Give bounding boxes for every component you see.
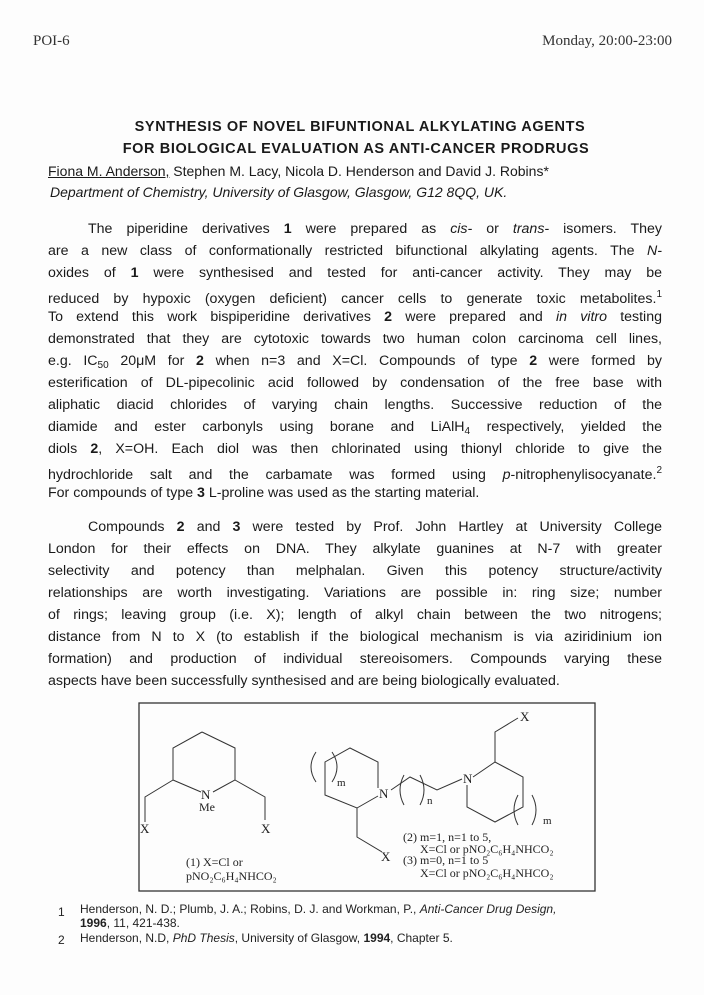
co-authors: Stephen M. Lacy, Nicola D. Henderson and David J. Robins* xyxy=(169,163,549,179)
label-compound-1-formula: pNO₂C₆H₄NHCO₂ xyxy=(186,869,277,883)
text-segment: were prepared and xyxy=(392,309,556,325)
text-segment: 1 xyxy=(656,289,662,300)
footnote-2 xyxy=(80,931,453,945)
footnote-number: 1 xyxy=(58,905,65,919)
text-line xyxy=(48,460,662,482)
atom-me: Me xyxy=(199,800,215,814)
text-segment: 2 xyxy=(90,441,99,457)
footnote-1 xyxy=(80,902,556,930)
footnote-year: 1994 xyxy=(363,931,391,945)
structure-1-bonds xyxy=(145,732,265,822)
footnote-number: 2 xyxy=(58,933,65,947)
text-segment: trans- xyxy=(512,221,550,237)
text-line xyxy=(48,372,662,394)
label-compound-2-x: X=Cl or pNO₂C₆H₄NHCO₂ xyxy=(420,842,554,856)
text-segment: L-proline was used as the starting material. xyxy=(204,485,480,501)
text-segment: were synthesised and tested for anti-cancer activity. They may be xyxy=(138,265,662,281)
text-segment: 4 xyxy=(464,426,471,437)
text-segment: , X=OH. Each diol was then chlorinated using thionyl chloride to give the xyxy=(98,441,662,457)
text-segment: N- xyxy=(647,243,662,259)
paragraph-2 xyxy=(48,516,662,692)
text-segment: 3 xyxy=(197,485,205,501)
text-line xyxy=(48,482,662,504)
text-line xyxy=(48,218,662,240)
text-segment: in vitro xyxy=(555,309,608,325)
text-segment: reduced by hypoxic (oxygen deficient) cancer cells to generate toxic metabolites. xyxy=(48,291,657,307)
subscript-m: m xyxy=(337,777,346,789)
text-segment: Compounds xyxy=(88,519,177,535)
title-line-2: FOR BIOLOGICAL EVALUATION AS ANTI-CANCER PRODRUGS xyxy=(122,141,590,157)
atom-x: X xyxy=(261,821,271,836)
text-line xyxy=(48,416,662,438)
text-line xyxy=(48,582,662,604)
text-segment: selectivity and potency than melphalan. Given this potency structure/activity xyxy=(48,563,662,579)
footnote-journal: Anti-Cancer Drug Design, xyxy=(419,902,557,916)
footnote-thesis: PhD Thesis xyxy=(172,931,235,945)
presenting-author: Fiona M. Anderson, xyxy=(48,163,170,179)
atom-x: X xyxy=(381,849,391,864)
text-segment: cis- xyxy=(450,221,473,237)
text-segment: 2 xyxy=(529,353,538,369)
structure-2-bonds xyxy=(311,718,536,852)
text-line xyxy=(48,262,662,284)
footnote-year: 1996 xyxy=(80,916,107,930)
text-segment: For compounds of type xyxy=(48,485,198,501)
label-compound-1: (1) X=Cl or xyxy=(186,855,243,869)
text-segment: oxides of xyxy=(48,265,131,281)
text-segment: To extend this work bispiperidine derivatives xyxy=(48,309,385,325)
text-segment: diamide and ester carbonyls using borane and LiAlH xyxy=(48,419,465,435)
text-segment: 2 xyxy=(656,465,662,476)
text-line xyxy=(48,306,662,328)
text-segment: were formed by xyxy=(537,353,663,369)
text-segment: -nitrophenylisocyanate. xyxy=(510,467,657,483)
text-segment: 2 xyxy=(176,519,185,535)
footnote-institution: , University of Glasgow, xyxy=(234,931,364,945)
text-segment: when n=3 and X=Cl. Compounds of type xyxy=(203,353,530,369)
text-line xyxy=(48,516,662,538)
text-segment: 50 xyxy=(97,360,109,371)
text-segment: 1 xyxy=(130,265,139,281)
session-code: POI-6 xyxy=(33,33,70,49)
text-segment: 2 xyxy=(384,309,393,325)
text-segment: respectively, yielded the xyxy=(470,419,662,435)
text-line xyxy=(48,284,662,306)
label-compound-2: (2) m=1, n=1 to 5, xyxy=(403,830,492,844)
atom-n: N xyxy=(201,787,211,802)
text-segment: p xyxy=(502,467,511,483)
affiliation: Department of Chemistry, University of Glasgow, Glasgow, G12 8QQ, UK. xyxy=(50,184,508,200)
text-segment: diols xyxy=(48,441,91,457)
text-line xyxy=(48,670,662,692)
text-line xyxy=(48,560,662,582)
text-segment: relationships are worth investigating. Variations are possible in: ring size; number xyxy=(48,585,662,601)
text-segment: testing xyxy=(607,309,662,325)
label-compound-3-x: X=Cl or pNO₂C₆H₄NHCO₂ xyxy=(420,866,554,880)
title-line-1: SYNTHESIS OF NOVEL BIFUNTIONAL ALKYLATING AGENTS xyxy=(134,119,586,135)
text-segment: e.g. IC xyxy=(48,353,98,369)
atom-n: N xyxy=(463,771,473,786)
text-line xyxy=(48,648,662,670)
figure-border xyxy=(139,703,595,891)
text-segment: 3 xyxy=(232,519,241,535)
text-line xyxy=(48,328,662,350)
subscript-n: n xyxy=(427,795,433,807)
text-segment: and xyxy=(184,519,233,535)
text-segment: The piperidine derivatives xyxy=(88,221,284,237)
atom-n: N xyxy=(379,786,389,801)
text-segment: 1 xyxy=(283,221,292,237)
text-segment: demonstrated that they are cytotoxic towards two human colon carcinoma cell lines, xyxy=(48,331,662,347)
text-segment: were tested by Prof. John Hartley at University College xyxy=(240,519,662,535)
paragraph-1 xyxy=(48,218,662,504)
subscript-m: m xyxy=(543,815,552,827)
text-line xyxy=(48,604,662,626)
text-segment: distance from N to X (to establish if the biological mechanism is via aziridinium ion xyxy=(48,629,662,645)
footnote-chapter: , Chapter 5. xyxy=(390,931,453,945)
authors xyxy=(48,163,549,179)
footnote-volume-pages: , 11, 421-438. xyxy=(106,916,180,930)
text-segment: hydrochloride salt and the carbamate was formed using xyxy=(48,467,503,483)
session-time: Monday, 20:00-23:00 xyxy=(542,33,672,49)
text-segment: isomers. They xyxy=(549,221,663,237)
footnote-authors: Henderson, N. D.; Plumb, J. A.; Robins, D. J. and Workman, P., xyxy=(80,902,420,916)
text-line xyxy=(48,438,662,460)
footnote-authors: Henderson, N.D, xyxy=(80,931,173,945)
text-segment: esterification of DL-pipecolinic acid followed by condensation of the free base with xyxy=(48,375,662,391)
text-segment: formation) and production of individual stereoisomers. Compounds varying these xyxy=(48,651,662,667)
text-line xyxy=(48,240,662,262)
text-segment: or xyxy=(472,221,513,237)
text-line xyxy=(48,538,662,560)
text-segment: London for their effects on DNA. They alkylate guanines at N-7 with greater xyxy=(48,541,662,557)
text-segment: of rings; leaving group (i.e. X); length of alkyl chain between the two nitrogens; xyxy=(48,607,662,623)
label-compound-3: (3) m=0, n=1 to 5 xyxy=(403,853,489,867)
text-line xyxy=(48,394,662,416)
text-segment: 2 xyxy=(196,353,204,369)
text-segment: 20μM for xyxy=(108,353,197,369)
text-line xyxy=(48,626,662,648)
text-segment: aspects have been successfully synthesised and are being biologically evaluated. xyxy=(48,673,560,689)
text-segment: aliphatic diacid chlorides of varying chain lengths. Successive reduction of the xyxy=(48,397,662,413)
atom-x: X xyxy=(140,821,150,836)
atom-x: X xyxy=(520,709,530,724)
text-segment: are a new class of conformationally restricted bifunctional alkylating agents. The xyxy=(48,243,648,259)
text-line xyxy=(48,350,662,372)
text-segment: were prepared as xyxy=(291,221,451,237)
